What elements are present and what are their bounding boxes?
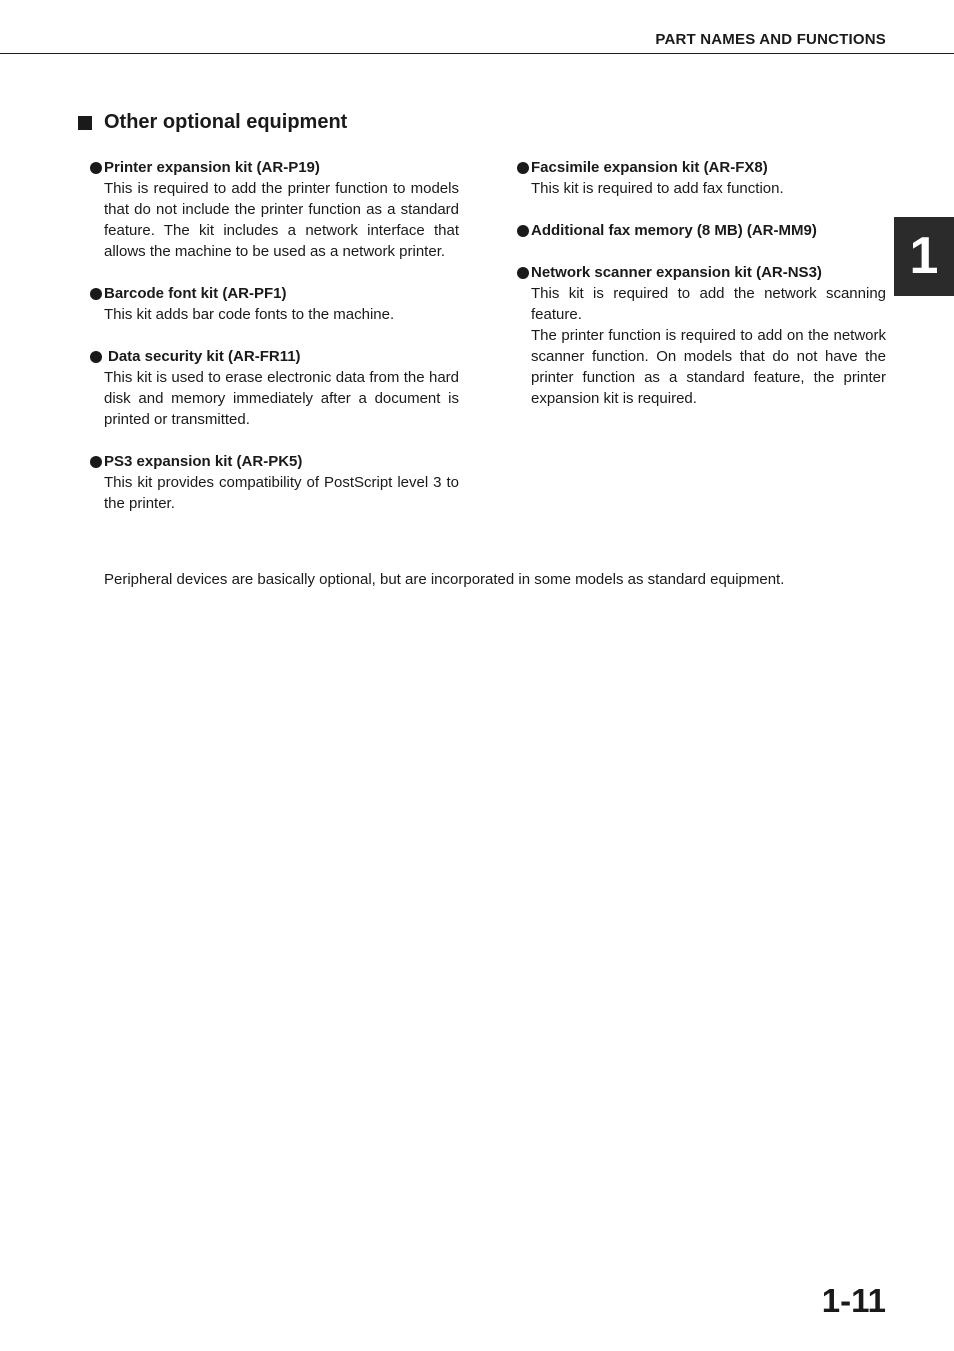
list-item <box>90 283 459 325</box>
square-bullet-icon <box>78 116 92 130</box>
list-item <box>517 157 886 199</box>
item-title: Data security kit (AR-FR11) <box>108 348 301 365</box>
list-item <box>517 220 886 241</box>
section-heading <box>78 111 347 134</box>
bullet-icon <box>517 225 529 237</box>
item-paragraph: The printer function is required to add on the network scanner function. On models that do not have the printer function as a standard feature, the printer expansion kit is required. <box>531 327 886 407</box>
section-title: Other optional equipment <box>104 111 348 133</box>
item-paragraph: This kit is required to add the network scanning feature. <box>531 285 886 323</box>
item-title: Facsimile expansion kit (AR-FX8) <box>531 159 768 176</box>
list-item <box>517 262 886 409</box>
page-number: 1-11 <box>821 1282 886 1319</box>
list-item <box>90 451 459 514</box>
bullet-icon <box>90 456 102 468</box>
item-title: Barcode font kit (AR-PF1) <box>104 285 287 302</box>
header-divider <box>0 53 954 54</box>
item-title: Network scanner expansion kit (AR-NS3) <box>531 264 822 281</box>
left-column <box>90 157 459 535</box>
list-item <box>90 346 459 430</box>
footnote: Peripheral devices are basically optional, but are incorporated in some models as standard equipment. <box>104 571 785 588</box>
list-item <box>90 157 459 262</box>
chapter-tab: 1 <box>894 217 954 296</box>
running-header: PART NAMES AND FUNCTIONS <box>655 31 886 48</box>
item-body: This kit adds bar code fonts to the machine. <box>104 306 395 323</box>
item-title: Additional fax memory (8 MB) (AR-MM9) <box>531 222 817 239</box>
item-title: PS3 expansion kit (AR-PK5) <box>104 453 303 470</box>
bullet-icon <box>90 288 102 300</box>
item-body <box>531 283 886 409</box>
bullet-icon <box>517 162 529 174</box>
bullet-icon <box>90 351 102 363</box>
right-column <box>517 157 886 430</box>
bullet-icon <box>90 162 102 174</box>
item-body: This kit provides compatibility of PostScript level 3 to the printer. <box>104 474 459 512</box>
bullet-icon <box>517 267 529 279</box>
item-body: This is required to add the printer function to models that do not include the printer function as a standard feature. The kit includes a network interface that allows the machine to be used as a network printer. <box>104 180 459 260</box>
item-title: Printer expansion kit (AR-P19) <box>104 159 320 176</box>
item-body: This kit is required to add fax function. <box>531 180 784 197</box>
item-body: This kit is used to erase electronic data from the hard disk and memory immediately after a document is printed or transmitted. <box>104 369 459 428</box>
